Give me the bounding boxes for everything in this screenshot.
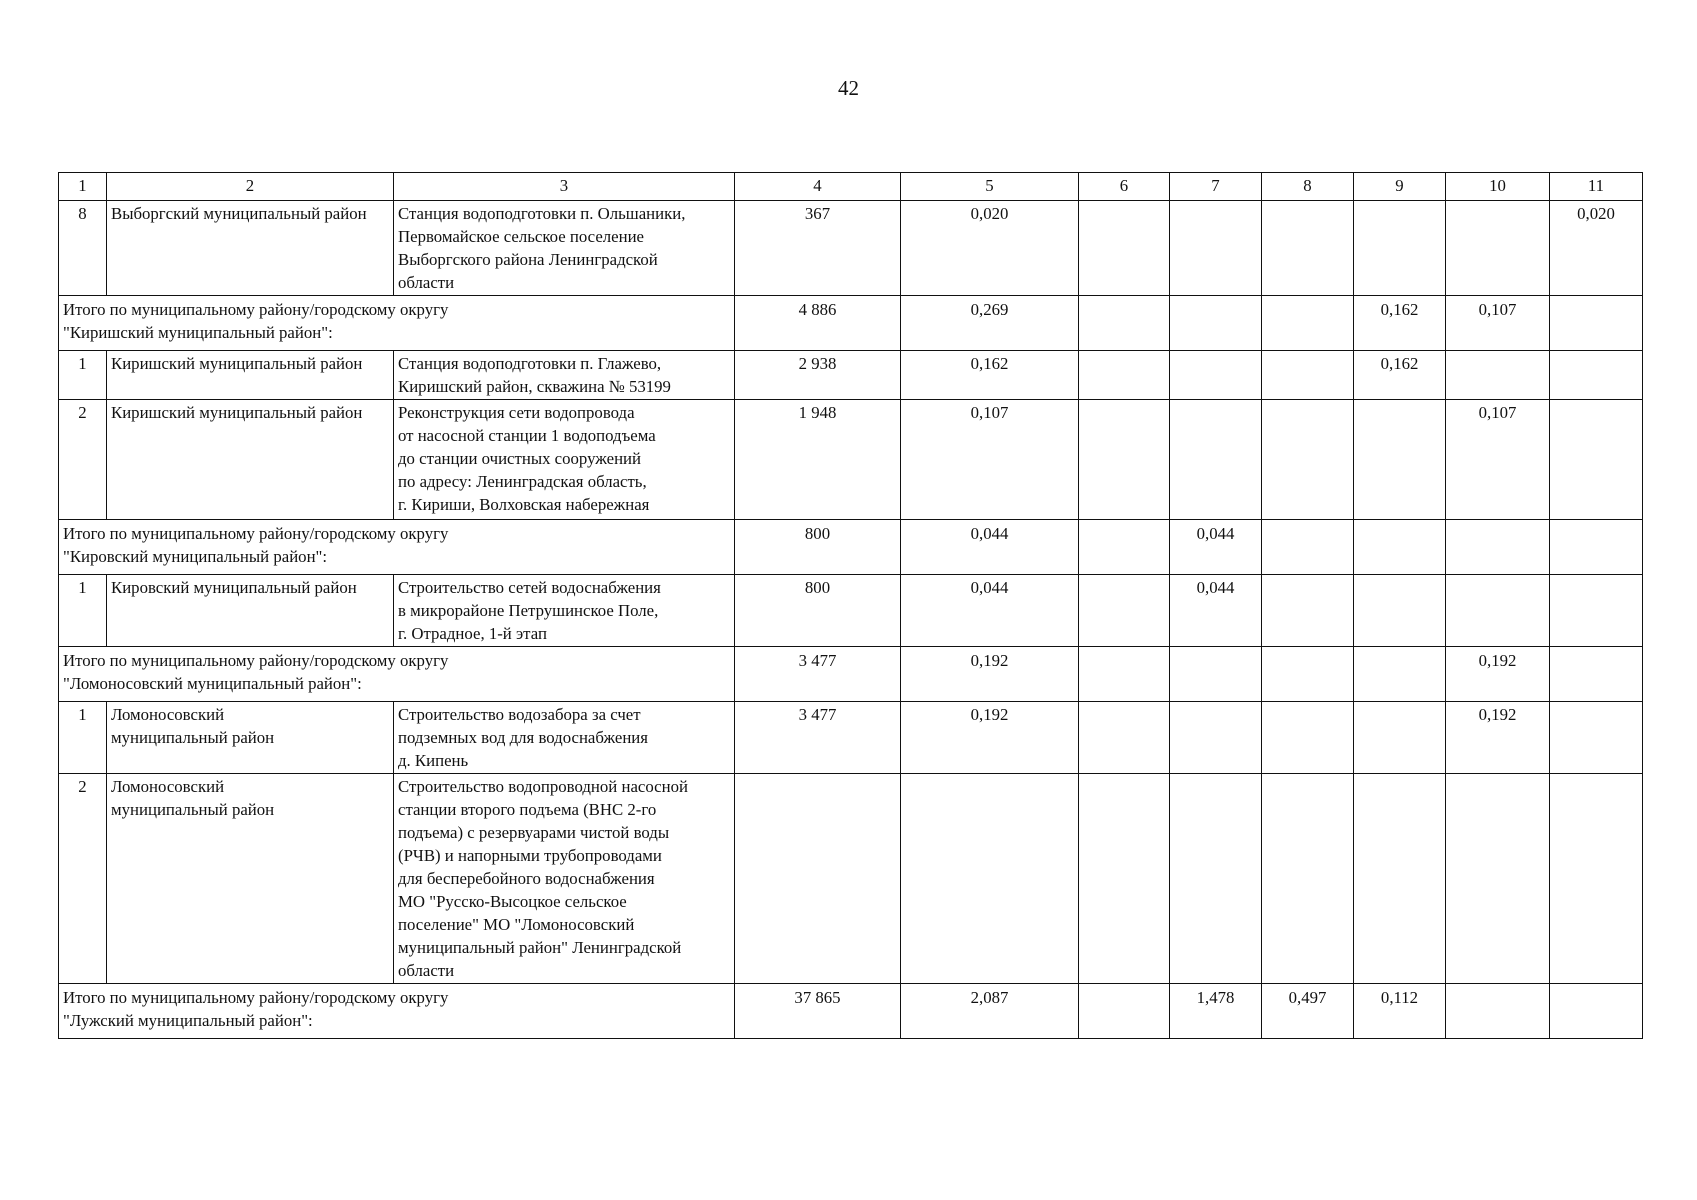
value-cell-c9: 0,112 (1354, 984, 1446, 1039)
value-cell-c7: 1,478 (1170, 984, 1262, 1039)
value-cell-c11 (1550, 351, 1643, 400)
row-number-cell: 2 (59, 774, 107, 984)
value-cell-c7 (1170, 774, 1262, 984)
value-cell-c11 (1550, 575, 1643, 647)
table-row (59, 575, 1643, 647)
value-cell-c4: 3 477 (735, 702, 901, 774)
value-cell-c6 (1079, 575, 1170, 647)
value-cell-c6 (1079, 702, 1170, 774)
value-cell-c8 (1262, 702, 1354, 774)
value-cell-c11 (1550, 984, 1643, 1039)
row-number-cell: 1 (59, 575, 107, 647)
value-cell-c9 (1354, 400, 1446, 520)
value-cell-c11: 0,020 (1550, 201, 1643, 296)
value-cell-c10 (1446, 774, 1550, 984)
value-cell-c11 (1550, 647, 1643, 702)
table-row (59, 702, 1643, 774)
value-cell-c10 (1446, 201, 1550, 296)
value-cell-c5 (901, 774, 1079, 984)
value-cell-c8 (1262, 774, 1354, 984)
value-cell-c7 (1170, 400, 1262, 520)
subtotal-row (59, 296, 1643, 351)
object-cell: Строительство водопроводной насосной станции второго подъема (ВНС 2-го подъема) с резервуарами чистой воды (РЧВ) и напорными трубопроводами для бесперебойного водоснабжения МО "Русско-Высоцкое сельское поселение" МО "Ломоносовский муниципальный район" Ленинградской области (394, 774, 735, 984)
value-cell-c8 (1262, 520, 1354, 575)
table-row (59, 400, 1643, 520)
header-cell: 10 (1446, 173, 1550, 201)
value-cell-c10: 0,107 (1446, 296, 1550, 351)
value-cell-c5: 0,192 (901, 702, 1079, 774)
value-cell-c8 (1262, 296, 1354, 351)
value-cell-c9 (1354, 201, 1446, 296)
value-cell-c4: 800 (735, 520, 901, 575)
value-cell-c10 (1446, 984, 1550, 1039)
value-cell-c6 (1079, 351, 1170, 400)
header-cell: 1 (59, 173, 107, 201)
value-cell-c4: 367 (735, 201, 901, 296)
value-cell-c11 (1550, 774, 1643, 984)
value-cell-c11 (1550, 702, 1643, 774)
row-number-cell: 2 (59, 400, 107, 520)
value-cell-c9: 0,162 (1354, 351, 1446, 400)
value-cell-c8: 0,497 (1262, 984, 1354, 1039)
district-cell: Киришский муниципальный район (107, 400, 394, 520)
value-cell-c10 (1446, 520, 1550, 575)
object-cell: Строительство водозабора за счет подземных вод для водоснабжения д. Кипень (394, 702, 735, 774)
value-cell-c9 (1354, 575, 1446, 647)
value-cell-c5: 0,044 (901, 575, 1079, 647)
header-cell: 11 (1550, 173, 1643, 201)
value-cell-c9 (1354, 520, 1446, 575)
value-cell-c9 (1354, 774, 1446, 984)
subtotal-row (59, 647, 1643, 702)
value-cell-c10: 0,107 (1446, 400, 1550, 520)
value-cell-c10: 0,192 (1446, 647, 1550, 702)
value-cell-c7 (1170, 647, 1262, 702)
district-cell: Выборгский муниципальный район (107, 201, 394, 296)
value-cell-c5: 0,044 (901, 520, 1079, 575)
value-cell-c7 (1170, 201, 1262, 296)
district-cell: Киришский муниципальный район (107, 351, 394, 400)
header-cell: 6 (1079, 173, 1170, 201)
value-cell-c4 (735, 774, 901, 984)
value-cell-c6 (1079, 520, 1170, 575)
header-cell: 4 (735, 173, 901, 201)
subtotal-label: Итого по муниципальному району/городскому округу "Лужский муниципальный район": (59, 984, 735, 1039)
object-cell: Станция водоподготовки п. Глажево, Киришский район, скважина № 53199 (394, 351, 735, 400)
header-cell: 3 (394, 173, 735, 201)
value-cell-c6 (1079, 647, 1170, 702)
value-cell-c7 (1170, 296, 1262, 351)
header-cell: 8 (1262, 173, 1354, 201)
value-cell-c8 (1262, 400, 1354, 520)
table-row (59, 201, 1643, 296)
value-cell-c11 (1550, 520, 1643, 575)
value-cell-c10 (1446, 351, 1550, 400)
row-number-cell: 1 (59, 702, 107, 774)
page-number: 42 (838, 76, 859, 100)
value-cell-c6 (1079, 296, 1170, 351)
column-number-row (59, 173, 1643, 201)
value-cell-c8 (1262, 647, 1354, 702)
subtotal-row (59, 984, 1643, 1039)
header-cell: 7 (1170, 173, 1262, 201)
value-cell-c7 (1170, 702, 1262, 774)
value-cell-c10: 0,192 (1446, 702, 1550, 774)
row-number-cell: 1 (59, 351, 107, 400)
value-cell-c4: 800 (735, 575, 901, 647)
value-cell-c4: 3 477 (735, 647, 901, 702)
value-cell-c6 (1079, 984, 1170, 1039)
value-cell-c10 (1446, 575, 1550, 647)
header-cell: 5 (901, 173, 1079, 201)
value-cell-c5: 0,107 (901, 400, 1079, 520)
value-cell-c4: 1 948 (735, 400, 901, 520)
value-cell-c5: 0,020 (901, 201, 1079, 296)
subtotal-row (59, 520, 1643, 575)
value-cell-c11 (1550, 296, 1643, 351)
table-row (59, 351, 1643, 400)
object-cell: Реконструкция сети водопровода от насосной станции 1 водоподъема до станции очистных сооружений по адресу: Ленинградская область, г. Кириши, Волховская набережная (394, 400, 735, 520)
value-cell-c4: 4 886 (735, 296, 901, 351)
value-cell-c4: 2 938 (735, 351, 901, 400)
value-cell-c8 (1262, 575, 1354, 647)
value-cell-c5: 2,087 (901, 984, 1079, 1039)
value-cell-c7 (1170, 351, 1262, 400)
value-cell-c9 (1354, 702, 1446, 774)
value-cell-c5: 0,162 (901, 351, 1079, 400)
district-cell: Ломоносовский муниципальный район (107, 774, 394, 984)
value-cell-c8 (1262, 201, 1354, 296)
value-cell-c9: 0,162 (1354, 296, 1446, 351)
subtotal-label: Итого по муниципальному району/городскому округу "Киришский муниципальный район": (59, 296, 735, 351)
district-cell: Ломоносовский муниципальный район (107, 702, 394, 774)
value-cell-c7: 0,044 (1170, 520, 1262, 575)
row-number-cell: 8 (59, 201, 107, 296)
value-cell-c6 (1079, 201, 1170, 296)
value-cell-c6 (1079, 774, 1170, 984)
data-table (58, 172, 1643, 1039)
object-cell: Станция водоподготовки п. Ольшаники, Первомайское сельское поселение Выборгского района Ленинградской области (394, 201, 735, 296)
table-row (59, 774, 1643, 984)
header-cell: 9 (1354, 173, 1446, 201)
subtotal-label: Итого по муниципальному району/городскому округу "Ломоносовский муниципальный район": (59, 647, 735, 702)
value-cell-c7: 0,044 (1170, 575, 1262, 647)
object-cell: Строительство сетей водоснабжения в микрорайоне Петрушинское Поле, г. Отрадное, 1-й этап (394, 575, 735, 647)
header-cell: 2 (107, 173, 394, 201)
subtotal-label: Итого по муниципальному району/городскому округу "Кировский муниципальный район": (59, 520, 735, 575)
value-cell-c4: 37 865 (735, 984, 901, 1039)
value-cell-c8 (1262, 351, 1354, 400)
value-cell-c5: 0,269 (901, 296, 1079, 351)
value-cell-c5: 0,192 (901, 647, 1079, 702)
district-cell: Кировский муниципальный район (107, 575, 394, 647)
table-body (59, 173, 1643, 1039)
value-cell-c9 (1354, 647, 1446, 702)
value-cell-c11 (1550, 400, 1643, 520)
value-cell-c6 (1079, 400, 1170, 520)
